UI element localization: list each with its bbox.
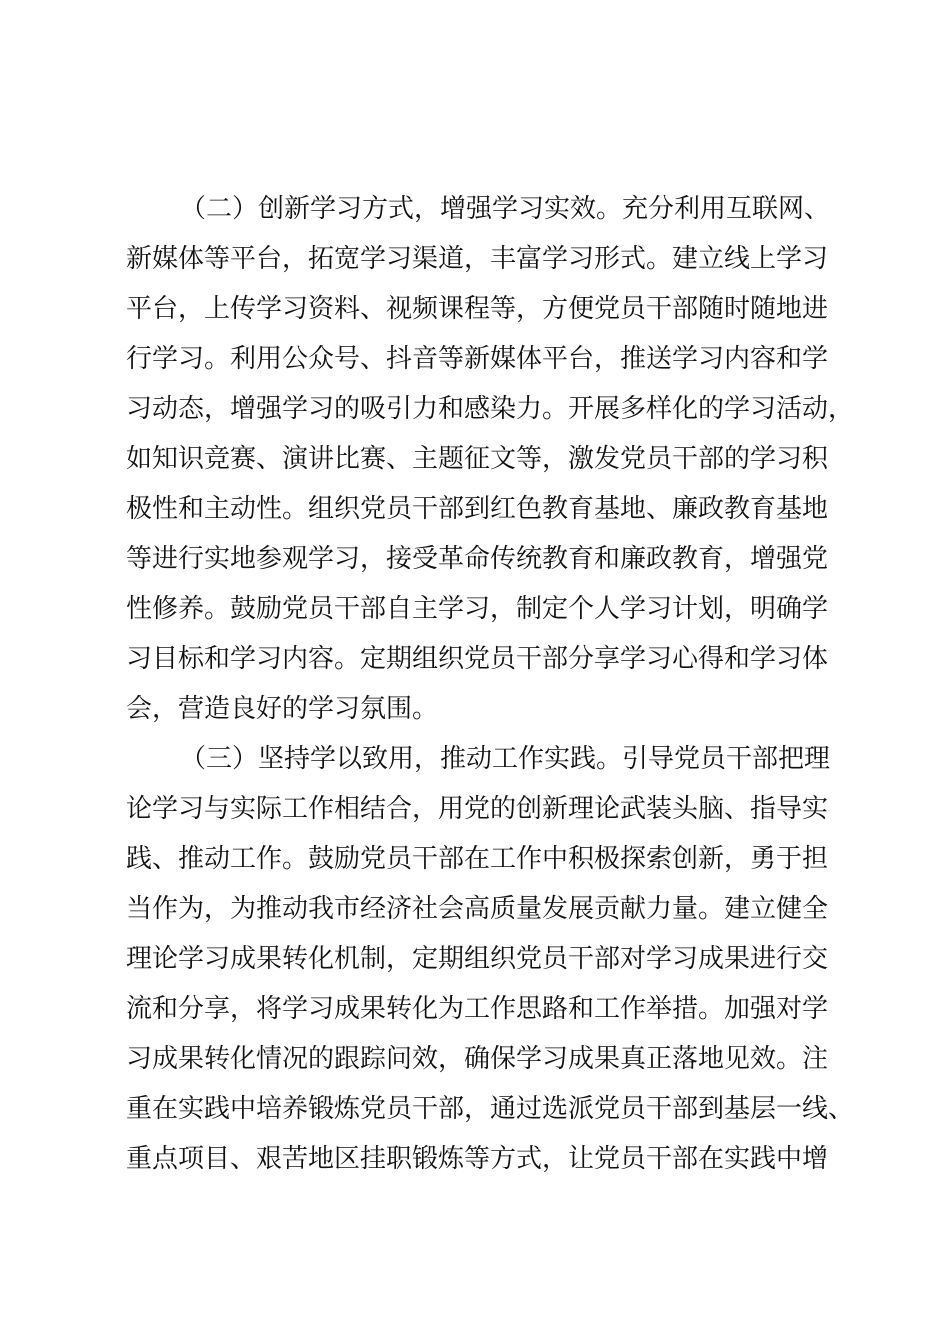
paragraph-line: 习目标和学习内容。定期组织党员干部分享学习心得和学习体 — [126, 644, 829, 674]
paragraph-two — [126, 184, 855, 734]
paragraph-line: 行学习。利用公众号、抖音等新媒体平台，推送学习内容和学 — [126, 344, 829, 374]
paragraph-line: 等进行实地参观学习，接受革命传统教育和廉政教育，增强党 — [126, 544, 829, 574]
paragraph-line: 论学习与实际工作相结合，用党的创新理论武装头脑、指导实 — [126, 794, 829, 824]
paragraph-line: （二）创新学习方式，增强学习实效。充分利用互联网、 — [180, 194, 831, 224]
paragraph-line: 如知识竞赛、演讲比赛、主题征文等，激发党员干部的学习积 — [126, 444, 829, 474]
paragraph-line: 性修养。鼓励党员干部自主学习，制定个人学习计划，明确学 — [126, 594, 829, 624]
paragraph-line: 当作为，为推动我市经济社会高质量发展贡献力量。建立健全 — [126, 894, 829, 924]
paragraph-line: 理论学习成果转化机制，定期组织党员干部对学习成果进行交 — [126, 944, 829, 974]
paragraph-line: 流和分享，将学习成果转化为工作思路和工作举措。加强对学 — [126, 994, 829, 1024]
paragraph-three — [126, 734, 855, 1184]
paragraph-line: （三）坚持学以致用，推动工作实践。引导党员干部把理 — [180, 744, 831, 774]
paragraph-line: 会，营造良好的学习氛围。 — [126, 694, 439, 724]
paragraph-line: 践、推动工作。鼓励党员干部在工作中积极探索创新，勇于担 — [126, 844, 829, 874]
paragraph-line: 习动态，增强学习的吸引力和感染力。开展多样化的学习活动， — [126, 394, 855, 424]
paragraph-line: 平台，上传学习资料、视频课程等，方便党员干部随时随地进 — [126, 294, 829, 324]
paragraph-line: 新媒体等平台，拓宽学习渠道，丰富学习形式。建立线上学习 — [126, 244, 829, 274]
paragraph-line: 重点项目、艰苦地区挂职锻炼等方式，让党员干部在实践中增 — [126, 1144, 829, 1174]
paragraph-line: 习成果转化情况的跟踪问效，确保学习成果真正落地见效。注 — [126, 1044, 829, 1074]
paragraph-line: 重在实践中培养锻炼党员干部，通过选派党员干部到基层一线、 — [126, 1094, 855, 1124]
document-body — [126, 184, 855, 1184]
paragraph-line: 极性和主动性。组织党员干部到红色教育基地、廉政教育基地 — [126, 494, 829, 524]
